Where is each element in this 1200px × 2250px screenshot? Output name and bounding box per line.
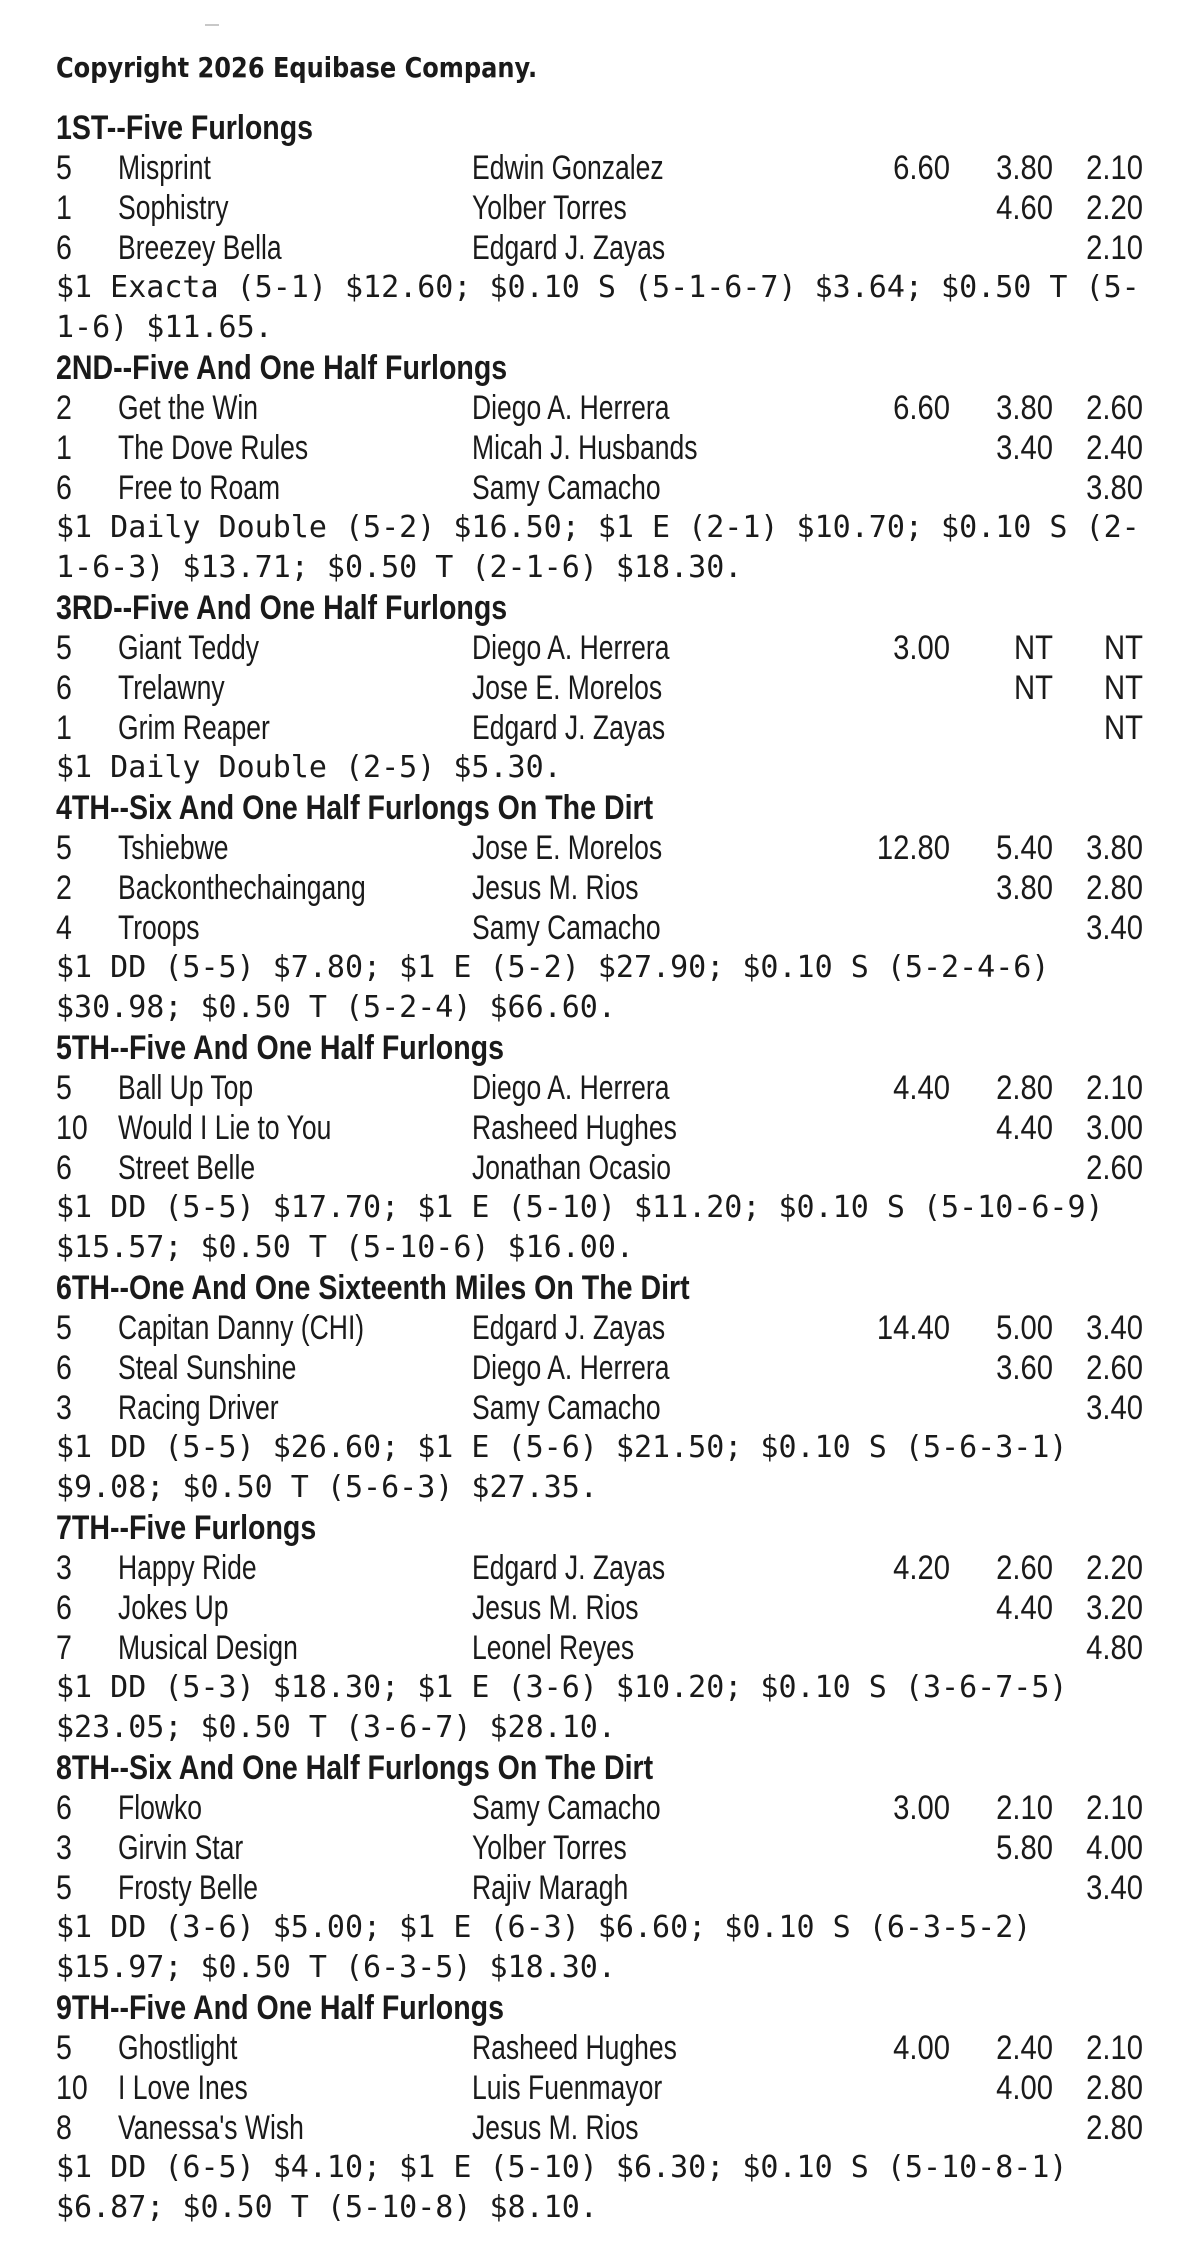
exotic-payouts: $1 Daily Double (5-2) $16.50; $1 E (2-1) $10.70; $0.10 S (2-1-6-3) $13.71; $0.50 T (2-1-6) $18.30. — [56, 510, 1140, 585]
post-position: 3 — [56, 1829, 72, 1867]
race-results-list — [56, 108, 1146, 2228]
post-position: 4 — [56, 909, 72, 947]
exotic-payouts: $1 DD (6-5) $4.10; $1 E (5-10) $6.30; $0.10 S (5-10-8-1) $6.87; $0.50 T (5-10-8) $8.10. — [56, 2150, 1068, 2225]
copyright-line: Copyright 2026 Equibase Company. — [56, 51, 538, 84]
exotic-payouts: $1 Daily Double (2-5) $5.30. — [56, 750, 562, 785]
finisher-row — [56, 228, 1146, 268]
show-payout: 2.10 — [1086, 1069, 1143, 1107]
jockey-name: Jesus M. Rios — [472, 869, 639, 907]
jockey-name: Rasheed Hughes — [472, 1109, 677, 1147]
place-payout: 2.10 — [996, 1789, 1053, 1827]
race-block — [56, 1988, 1146, 2228]
jockey-name: Leonel Reyes — [472, 1629, 635, 1667]
results-sheet — [56, 0, 1146, 2228]
race-header: 3RD--Five And One Half Furlongs — [56, 589, 508, 627]
jockey-name: Diego A. Herrera — [472, 1349, 670, 1387]
jockey-name: Diego A. Herrera — [472, 1069, 670, 1107]
jockey-name: Diego A. Herrera — [472, 629, 670, 667]
horse-name: Giant Teddy — [118, 629, 260, 667]
show-payout: 2.40 — [1086, 429, 1143, 467]
finisher-row — [56, 1108, 1146, 1148]
horse-name: Steal Sunshine — [118, 1349, 297, 1387]
exotic-payouts: $1 DD (5-5) $7.80; $1 E (5-2) $27.90; $0.10 S (5-2-4-6) $30.98; $0.50 T (5-2-4) $66.60. — [56, 950, 1050, 1025]
post-position: 6 — [56, 1349, 72, 1387]
show-payout: 2.10 — [1086, 2029, 1143, 2067]
jockey-name: Jose E. Morelos — [472, 829, 663, 867]
post-position: 6 — [56, 1149, 72, 1187]
jockey-name: Micah J. Husbands — [472, 429, 698, 467]
jockey-name: Rajiv Maragh — [472, 1869, 629, 1907]
win-payout: 3.00 — [893, 629, 950, 667]
jockey-name: Diego A. Herrera — [472, 389, 670, 427]
horse-name: Street Belle — [118, 1149, 256, 1187]
place-payout: 3.80 — [996, 149, 1053, 187]
horse-name: Get the Win — [118, 389, 259, 427]
show-payout: 2.80 — [1086, 869, 1143, 907]
finisher-row — [56, 1548, 1146, 1588]
show-payout: 2.20 — [1086, 189, 1143, 227]
post-position: 1 — [56, 189, 72, 227]
place-payout: 4.40 — [996, 1109, 1053, 1147]
jockey-name: Samy Camacho — [472, 1789, 661, 1827]
post-position: 5 — [56, 149, 72, 187]
win-payout: 3.00 — [893, 1789, 950, 1827]
post-position: 10 — [56, 2069, 88, 2107]
horse-name: Sophistry — [118, 189, 229, 227]
jockey-name: Luis Fuenmayor — [472, 2069, 663, 2107]
finisher-row — [56, 468, 1146, 508]
finisher-row — [56, 708, 1146, 748]
win-payout: 4.40 — [893, 1069, 950, 1107]
post-position: 5 — [56, 629, 72, 667]
show-payout: 3.40 — [1086, 909, 1143, 947]
win-payout: 4.00 — [893, 2029, 950, 2067]
show-payout: 3.20 — [1086, 1589, 1143, 1627]
horse-name: Troops — [118, 909, 200, 947]
finisher-row — [56, 628, 1146, 668]
post-position: 6 — [56, 1789, 72, 1827]
race-block — [56, 1028, 1146, 1268]
jockey-name: Jesus M. Rios — [472, 2109, 639, 2147]
race-header: 2ND--Five And One Half Furlongs — [56, 349, 508, 387]
horse-name: Flowko — [118, 1789, 203, 1827]
horse-name: Musical Design — [118, 1629, 298, 1667]
horse-name: Capitan Danny (CHI) — [118, 1309, 365, 1347]
finisher-row — [56, 2108, 1146, 2148]
finisher-row — [56, 148, 1146, 188]
horse-name: Girvin Star — [118, 1829, 244, 1867]
show-payout: 3.00 — [1086, 1109, 1143, 1147]
horse-name: Breezey Bella — [118, 229, 282, 267]
horse-name: Frosty Belle — [118, 1869, 259, 1907]
show-payout: 2.10 — [1086, 1789, 1143, 1827]
jockey-name: Jonathan Ocasio — [472, 1149, 672, 1187]
horse-name: Ghostlight — [118, 2029, 238, 2067]
place-payout: 5.40 — [996, 829, 1053, 867]
horse-name: Happy Ride — [118, 1549, 257, 1587]
finisher-row — [56, 1308, 1146, 1348]
horse-name: Would I Lie to You — [118, 1109, 332, 1147]
jockey-name: Edgard J. Zayas — [472, 1549, 666, 1587]
jockey-name: Edgard J. Zayas — [472, 1309, 666, 1347]
horse-name: Misprint — [118, 149, 211, 187]
horse-name: Ball Up Top — [118, 1069, 254, 1107]
jockey-name: Yolber Torres — [472, 189, 627, 227]
place-payout: 4.00 — [996, 2069, 1053, 2107]
post-position: 5 — [56, 1069, 72, 1107]
finisher-row — [56, 1388, 1146, 1428]
place-payout: NT — [1014, 669, 1053, 707]
horse-name: Backonthechaingang — [118, 869, 366, 907]
show-payout: NT — [1104, 709, 1143, 747]
show-payout: 3.80 — [1086, 829, 1143, 867]
post-position: 8 — [56, 2109, 72, 2147]
win-payout: 12.80 — [876, 829, 950, 867]
win-payout: 6.60 — [893, 149, 950, 187]
finisher-row — [56, 2068, 1146, 2108]
finisher-row — [56, 1148, 1146, 1188]
race-header: 7TH--Five Furlongs — [56, 1509, 317, 1547]
show-payout: 2.60 — [1086, 389, 1143, 427]
show-payout: 4.00 — [1086, 1829, 1143, 1867]
horse-name: Tshiebwe — [118, 829, 229, 867]
race-block — [56, 108, 1146, 348]
finisher-row — [56, 388, 1146, 428]
place-payout: 2.40 — [996, 2029, 1053, 2067]
race-block — [56, 1268, 1146, 1508]
finisher-row — [56, 1788, 1146, 1828]
show-payout: 2.60 — [1086, 1149, 1143, 1187]
show-payout: 2.60 — [1086, 1349, 1143, 1387]
jockey-name: Jose E. Morelos — [472, 669, 663, 707]
post-position: 10 — [56, 1109, 88, 1147]
win-payout: 4.20 — [893, 1549, 950, 1587]
jockey-name: Yolber Torres — [472, 1829, 627, 1867]
exotic-payouts: $1 DD (5-5) $26.60; $1 E (5-6) $21.50; $0.10 S (5-6-3-1) $9.08; $0.50 T (5-6-3) $27.35. — [56, 1430, 1068, 1505]
finisher-row — [56, 1828, 1146, 1868]
horse-name: Free to Roam — [118, 469, 281, 507]
race-block — [56, 588, 1146, 788]
place-payout: 2.80 — [996, 1069, 1053, 1107]
exotic-payouts: $1 Exacta (5-1) $12.60; $0.10 S (5-1-6-7) $3.64; $0.50 T (5-1-6) $11.65. — [56, 270, 1140, 345]
horse-name: Racing Driver — [118, 1389, 279, 1427]
jockey-name: Edgard J. Zayas — [472, 709, 666, 747]
finisher-row — [56, 1868, 1146, 1908]
show-payout: 3.80 — [1086, 469, 1143, 507]
place-payout: 3.60 — [996, 1349, 1053, 1387]
post-position: 1 — [56, 429, 72, 467]
show-payout: 4.80 — [1086, 1629, 1143, 1667]
finisher-row — [56, 1348, 1146, 1388]
post-position: 3 — [56, 1549, 72, 1587]
win-payout: 14.40 — [876, 1309, 950, 1347]
post-position: 6 — [56, 229, 72, 267]
spacer — [56, 90, 1146, 108]
post-position: 2 — [56, 389, 72, 427]
show-payout: 2.20 — [1086, 1549, 1143, 1587]
show-payout: 2.10 — [1086, 229, 1143, 267]
jockey-name: Samy Camacho — [472, 909, 661, 947]
show-payout: NT — [1104, 669, 1143, 707]
jockey-name: Samy Camacho — [472, 1389, 661, 1427]
finisher-row — [56, 668, 1146, 708]
finisher-row — [56, 1628, 1146, 1668]
post-position: 5 — [56, 2029, 72, 2067]
place-payout: 3.80 — [996, 389, 1053, 427]
post-position: 5 — [56, 829, 72, 867]
finisher-row — [56, 428, 1146, 468]
show-payout: 3.40 — [1086, 1869, 1143, 1907]
jockey-name: Jesus M. Rios — [472, 1589, 639, 1627]
race-header: 1ST--Five Furlongs — [56, 109, 314, 147]
post-position: 2 — [56, 869, 72, 907]
post-position: 5 — [56, 1309, 72, 1347]
finisher-row — [56, 908, 1146, 948]
exotic-payouts: $1 DD (5-3) $18.30; $1 E (3-6) $10.20; $0.10 S (3-6-7-5) $23.05; $0.50 T (3-6-7) $28.10. — [56, 1670, 1068, 1745]
jockey-name: Edwin Gonzalez — [472, 149, 664, 187]
finisher-row — [56, 1068, 1146, 1108]
race-header: 8TH--Six And One Half Furlongs On The Dirt — [56, 1749, 654, 1787]
exotic-payouts: $1 DD (3-6) $5.00; $1 E (6-3) $6.60; $0.10 S (6-3-5-2) $15.97; $0.50 T (6-3-5) $18.30. — [56, 1910, 1032, 1985]
race-block — [56, 348, 1146, 588]
post-position: 7 — [56, 1629, 72, 1667]
finisher-row — [56, 2028, 1146, 2068]
horse-name: Jokes Up — [118, 1589, 229, 1627]
post-position: 6 — [56, 669, 72, 707]
exotic-payouts: $1 DD (5-5) $17.70; $1 E (5-10) $11.20; $0.10 S (5-10-6-9) $15.57; $0.50 T (5-10-6) $16.00. — [56, 1190, 1104, 1265]
jockey-name: Edgard J. Zayas — [472, 229, 666, 267]
show-payout: 3.40 — [1086, 1389, 1143, 1427]
finisher-row — [56, 188, 1146, 228]
place-payout: 4.60 — [996, 189, 1053, 227]
jockey-name: Rasheed Hughes — [472, 2029, 677, 2067]
post-position: 6 — [56, 1589, 72, 1627]
post-position: 1 — [56, 709, 72, 747]
place-payout: 3.80 — [996, 869, 1053, 907]
jockey-name: Samy Camacho — [472, 469, 661, 507]
win-payout: 6.60 — [893, 389, 950, 427]
race-header: 4TH--Six And One Half Furlongs On The Dirt — [56, 789, 654, 827]
place-payout: 5.80 — [996, 1829, 1053, 1867]
show-payout: 2.80 — [1086, 2109, 1143, 2147]
horse-name: Grim Reaper — [118, 709, 270, 747]
race-header: 9TH--Five And One Half Furlongs — [56, 1989, 504, 2027]
race-block — [56, 788, 1146, 1028]
place-payout: 3.40 — [996, 429, 1053, 467]
race-block — [56, 1748, 1146, 1988]
post-position: 5 — [56, 1869, 72, 1907]
show-payout: 2.80 — [1086, 2069, 1143, 2107]
show-payout: 3.40 — [1086, 1309, 1143, 1347]
show-payout: 2.10 — [1086, 149, 1143, 187]
post-position: 6 — [56, 469, 72, 507]
place-payout: NT — [1014, 629, 1053, 667]
race-block — [56, 1508, 1146, 1748]
place-payout: 4.40 — [996, 1589, 1053, 1627]
horse-name: The Dove Rules — [118, 429, 309, 467]
horse-name: Vanessa's Wish — [118, 2109, 304, 2147]
horse-name: Trelawny — [118, 669, 225, 707]
race-header: 5TH--Five And One Half Furlongs — [56, 1029, 504, 1067]
place-payout: 2.60 — [996, 1549, 1053, 1587]
race-header: 6TH--One And One Sixteenth Miles On The Dirt — [56, 1269, 690, 1307]
show-payout: NT — [1104, 629, 1143, 667]
finisher-row — [56, 868, 1146, 908]
post-position: 3 — [56, 1389, 72, 1427]
horse-name: I Love Ines — [118, 2069, 248, 2107]
finisher-row — [56, 1588, 1146, 1628]
place-payout: 5.00 — [996, 1309, 1053, 1347]
finisher-row — [56, 828, 1146, 868]
